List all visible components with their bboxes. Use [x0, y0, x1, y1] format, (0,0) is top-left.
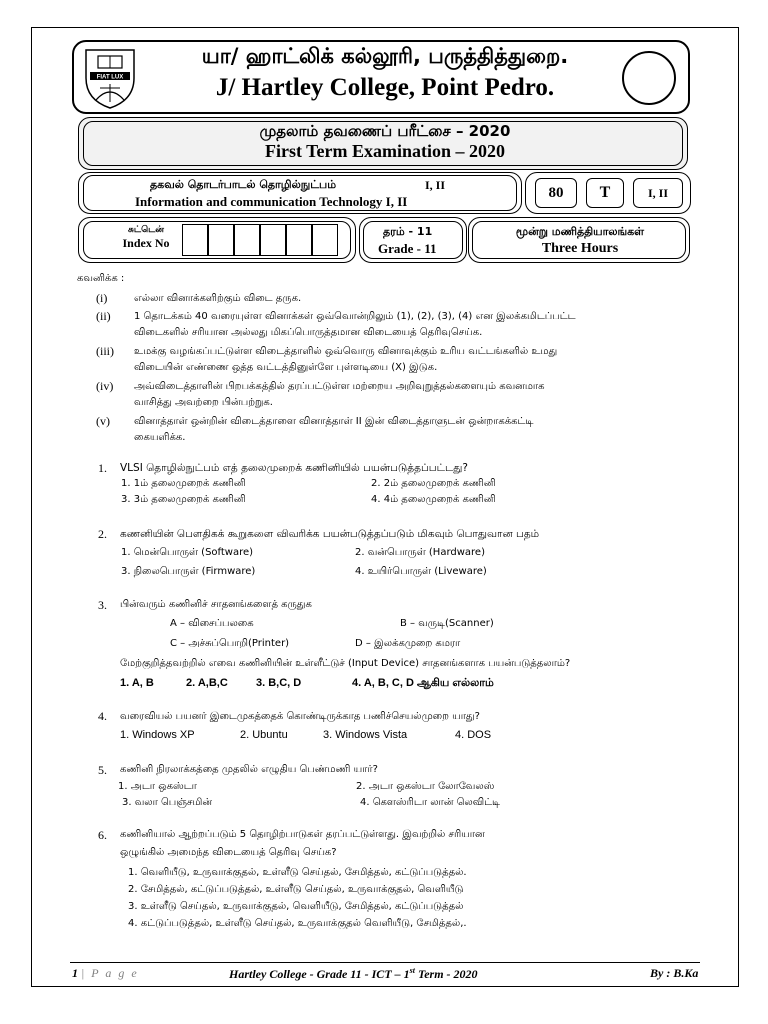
question-number: 1. [98, 461, 107, 475]
grade-english: Grade - 11 [378, 241, 437, 256]
question-text-line-2: ஒழுங்கில் அமைந்த விடையைத் தெரிவு செய்க? [120, 847, 337, 858]
question-option: 4. DOS [455, 729, 492, 741]
instruction-number: (i) [96, 291, 108, 305]
question-text: கணனியின் பௌதிகக் கூறுகளை விவரிக்க பயன்படுத்தப்படும் மிகவும் பொதுவான பதம் [120, 528, 540, 540]
question-number: 3. [98, 598, 107, 612]
footer-author: By : B.Ka [650, 966, 699, 980]
grade-tamil: தரம் - 11 [383, 225, 433, 238]
instruction-line: அவ்விடைத்தாளின் பிறபக்கத்தில் தரப்பட்டுள்ள மற்றைய அறிவுறுத்தல்களையும் கவனமாக [134, 381, 545, 392]
question-number: 2. [98, 527, 107, 541]
instruction-line: கையளிக்க. [134, 432, 186, 443]
question-number: 5. [98, 763, 107, 777]
stamp-circle [622, 51, 676, 105]
device-item: D – இலக்கமுறை கமரா [355, 638, 461, 649]
instruction-line: விடையின் எண்ணை ஒத்த வட்டத்தினுள்ளே புள்ளடியை (X) இடுக. [134, 362, 438, 373]
question-option: 1. A, B [120, 677, 154, 689]
question-option: 4. A, B, C, D ஆகிய எல்லாம் [352, 677, 494, 689]
index-label-english: Index No [122, 236, 170, 250]
question-option: 2. 2ம் தலைமுறைக் கணினி [371, 478, 496, 489]
svg-text:FIAT LUX: FIAT LUX [96, 74, 124, 81]
question-option: 3. 3ம் தலைமுறைக் கணினி [121, 494, 246, 505]
question-text: கணினி நிரலாக்கத்தை முதலில் எழுதிய பெண்மணி யார்? [120, 764, 378, 775]
marks-cell: 80 [535, 178, 577, 208]
question-option: 1. வெளியீடு, உருவாக்குதல், உள்ளீடு செய்தல், சேமித்தல், கட்டுப்படுத்தல். [128, 867, 467, 878]
index-digit-box[interactable] [182, 224, 208, 256]
page-number [72, 966, 139, 981]
instruction-number: (iv) [96, 379, 114, 393]
instructions-heading: கவனிக்க : [77, 273, 125, 284]
question-option: 2. Ubuntu [240, 729, 288, 741]
question-option: 4. கௌஸ்ரிடா லான் லெவிட்டி [360, 797, 501, 808]
question-number: 6. [98, 828, 107, 842]
instruction-number: (v) [96, 414, 110, 428]
question-option: 3. வலா பெஞ்சமின் [122, 797, 213, 808]
page-number-value: 1 [72, 966, 78, 980]
school-name-english: J/ Hartley College, Point Pedro. [215, 74, 555, 101]
instruction-line: வினாத்தாள் ஒன்றின் விடைத்தாளை வினாத்தாள் II இன் விடைத்தாளுடன் ஒன்றாகக்கட்டி [134, 416, 534, 427]
question-option: 3. B,C, D [256, 677, 302, 689]
instruction-line: எல்லா வினாக்களிற்கும் விடை தருக. [134, 293, 302, 304]
exam-title-tamil: முதலாம் தவணைப் பரீட்சை – 2020 [259, 122, 511, 140]
instruction-number: (ii) [96, 309, 111, 323]
question-option: 1. அடா ஒகஸ்டா [118, 781, 197, 792]
device-item: A – விசைப்பலகை [170, 618, 254, 629]
question-subtext: மேற்குறித்தவற்றில் எவை கணினியின் உள்ளீட்டுச் (Input Device) சாதனங்களாக பயன்படுத்தலாம்? [120, 658, 571, 669]
question-option: 1. 1ம் தலைமுறைக் கணினி [121, 478, 246, 489]
instruction-line: வாசித்து அவற்றை பின்பற்றுக. [134, 397, 273, 408]
question-option: 4. உயிர்பொருள் (Liveware) [355, 566, 487, 577]
instruction-number: (iii) [96, 344, 114, 358]
instruction-line: 1 தொடக்கம் 40 வரையுள்ள வினாக்கள் ஒவ்வொன்றிலும் (1), (2), (3), (4) என இலக்கமிடப்பட்ட [134, 311, 576, 322]
index-digit-box[interactable] [312, 224, 338, 256]
question-option: 3. உள்ளீடு செய்தல், உருவாக்குதல், வெளியீடு, சேமித்தல், கட்டுப்படுத்தல் [128, 901, 464, 912]
index-digit-box[interactable] [208, 224, 234, 256]
question-text: கணினியால் ஆற்றப்படும் 5 தொழிற்பாடுகள் தரப்பட்டுள்ளது. இவற்றில் சரியான [120, 829, 485, 840]
question-option: 1. மென்பொருள் (Software) [121, 547, 254, 558]
question-number: 4. [98, 709, 107, 723]
question-option: 2. சேமித்தல், கட்டுப்படுத்தல், உள்ளீடு செய்தல், உருவாக்குதல், வெளியீடு [128, 884, 464, 895]
footer-divider [70, 962, 700, 963]
index-digit-box[interactable] [260, 224, 286, 256]
page-label: | P a g e [81, 966, 139, 980]
index-digit-box[interactable] [286, 224, 312, 256]
subject-tamil-parts: I, II [425, 178, 446, 192]
page-border [31, 27, 739, 987]
footer-center-suffix: Term - 2020 [415, 967, 478, 981]
parts-cell: I, II [633, 178, 683, 208]
device-item: B – வருடி(Scanner) [400, 618, 494, 629]
college-crest-logo [78, 44, 142, 110]
question-option: 2. வன்பொருள் (Hardware) [355, 547, 485, 558]
footer-center-prefix: Hartley College - Grade 11 - ICT – 1 [229, 967, 410, 981]
index-digit-box[interactable] [234, 224, 260, 256]
question-text: VLSI தொழில்நுட்பம் எத் தலைமுறைக் கணினியில் பயன்படுத்தப்பட்டது? [120, 462, 468, 474]
question-option: 2. A,B,C [186, 677, 228, 689]
question-option: 1. Windows XP [120, 729, 195, 741]
question-option: 4. 4ம் தலைமுறைக் கணினி [371, 494, 496, 505]
school-name-tamil: யா/ ஹாட்லிக் கல்லூரி, பருத்தித்துறை. [201, 44, 569, 68]
question-text: பின்வரும் கணினிச் சாதனங்களைத் கருதுக [120, 599, 312, 610]
index-label-tamil: சுட்டென் [128, 225, 164, 235]
code-cell: T [586, 178, 624, 208]
footer-center-sup: st [409, 966, 415, 975]
instruction-line: உமக்கு வழங்கப்பட்டுள்ள விடைத்தாளில் ஒவ்வொரு வினாவுக்கும் உரிய வட்டங்களில் உமது [134, 346, 558, 357]
device-item: C – அச்சுப்பொறி(Printer) [170, 638, 290, 649]
duration-tamil: மூன்று மணித்தியாலங்கள் [515, 225, 645, 238]
question-option: 3. நிலைபொருள் (Firmware) [121, 566, 256, 577]
question-text: வரைவியல் பயனர் இடைமுகத்தைக் கொண்டிருக்காத பணிச்செயல்முறை யாது? [120, 711, 480, 722]
question-option: 4. கட்டுப்படுத்தல், உள்ளீடு செய்தல், உருவாக்குதல் வெளியீடு, சேமித்தல்,. [128, 918, 467, 929]
instruction-line: விடைகளில் சரியான அல்லது மிகப்பொருத்தமான விடையைத் தெரிவுசெய்க. [134, 327, 483, 338]
question-option: 2. அடா ஒகஸ்டா லோவேலஸ் [356, 781, 495, 792]
subject-english: Information and communication Technology I, II [135, 194, 408, 209]
duration-english: Three Hours [541, 241, 619, 256]
exam-title-english: First Term Examination – 2020 [264, 141, 505, 161]
footer-center-text [229, 966, 478, 982]
subject-tamil: தகவல் தொடர்பாடல் தொழில்நுட்பம் [150, 178, 337, 191]
question-option: 3. Windows Vista [323, 729, 408, 741]
